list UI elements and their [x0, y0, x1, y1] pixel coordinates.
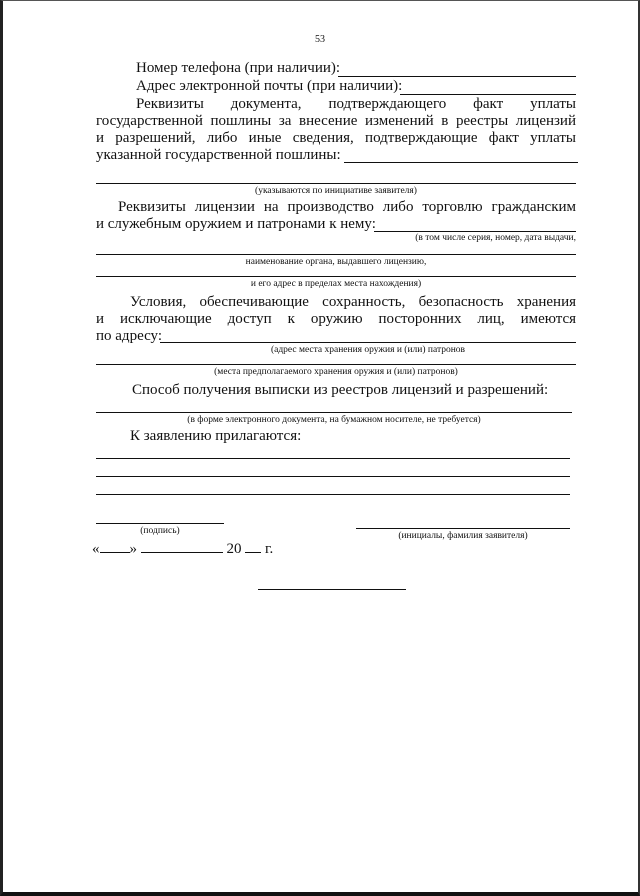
license-field-line-2[interactable]: [96, 254, 576, 255]
date-open-quote: «: [92, 541, 100, 557]
attachments-label: К заявлению прилагаются:: [130, 428, 302, 444]
extract-label: Способ получения выписки из реестров лицензий и разрешений:: [132, 382, 549, 398]
date-row: [92, 540, 273, 558]
fee-text-line-1: Реквизиты документа, подтверждающего факт уплаты: [136, 96, 576, 112]
extract-caption: (в форме электронного документа, на бумажном носителе, не требуется): [187, 415, 481, 425]
date-close-quote: »: [129, 541, 137, 557]
fee-text-line-3: и разрешений, либо иные сведения, подтверждающие факт уплаты: [96, 130, 576, 146]
fee-field-line-2[interactable]: [96, 183, 576, 184]
year-field[interactable]: [245, 540, 261, 553]
conditions-field-line-2[interactable]: [96, 364, 576, 365]
month-field[interactable]: [141, 540, 223, 553]
license-caption-2: наименование органа, выдавшего лицензию,: [245, 257, 427, 267]
email-label: Адрес электронной почты (при наличии):: [136, 78, 403, 94]
fee-text-line-4: указанной государственной пошлины:: [96, 147, 341, 163]
attachments-line-1[interactable]: [96, 458, 570, 459]
conditions-text-line-3: по адресу:: [96, 328, 163, 344]
conditions-text-line-1: Условия, обеспечивающие сохранность, безопасность хранения: [130, 294, 577, 310]
year-prefix: 20: [226, 541, 242, 557]
conditions-text-line-2: и исключающие доступ к оружию посторонних лиц, имеются: [96, 311, 577, 327]
conditions-field-line-1[interactable]: [160, 342, 576, 343]
name-line[interactable]: [356, 528, 570, 529]
phone-label: Номер телефона (при наличии):: [136, 60, 341, 76]
license-text-line-2: и служебным оружием и патронами к нему:: [96, 216, 376, 232]
attachments-line-2[interactable]: [96, 476, 570, 477]
fee-text-line-2: государственной пошлины за внесение изменений в реестры лицензий: [96, 113, 576, 129]
fee-caption: (указываются по инициативе заявителя): [255, 186, 417, 196]
license-field-line-3[interactable]: [96, 276, 576, 277]
signature-caption: (подпись): [140, 526, 180, 536]
conditions-caption-1: (адрес места хранения оружия и (или) патронов: [270, 345, 466, 355]
conditions-caption-2: (места предполагаемого хранения оружия и (или) патронов): [214, 367, 458, 377]
end-separator-line: [258, 589, 406, 590]
extract-field-line[interactable]: [96, 412, 572, 413]
license-field-line-1[interactable]: [374, 231, 576, 232]
fee-field-line-1[interactable]: [344, 162, 578, 163]
page-number: 53: [315, 34, 325, 45]
year-suffix: г.: [265, 541, 274, 557]
signature-line[interactable]: [96, 523, 224, 524]
license-caption-3: и его адрес в пределах места нахождения): [250, 279, 422, 289]
license-caption-1: (в том числе серия, номер, дата выдачи,: [415, 233, 576, 243]
day-field[interactable]: [100, 540, 130, 553]
attachments-line-3[interactable]: [96, 494, 570, 495]
name-caption: (инициалы, фамилия заявителя): [398, 531, 528, 541]
license-text-line-1: Реквизиты лицензии на производство либо торговлю гражданским: [118, 199, 576, 215]
